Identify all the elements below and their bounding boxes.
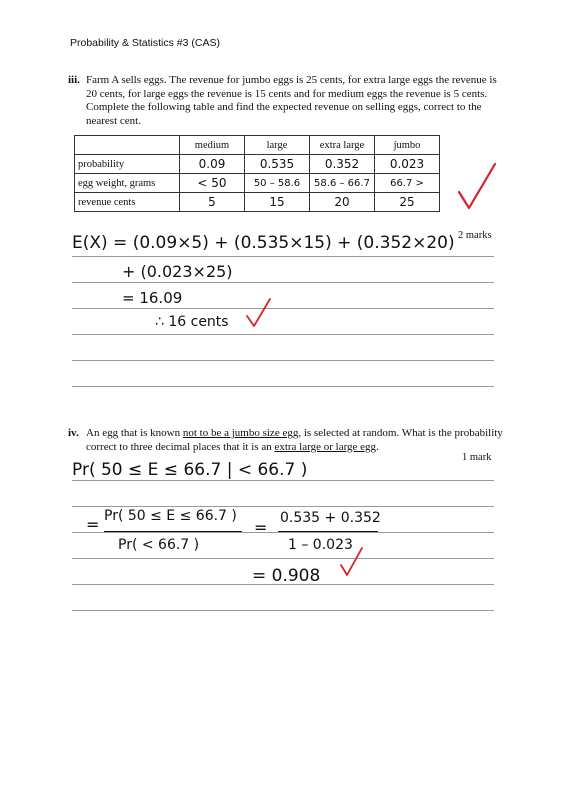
table-cell: 0.535 (245, 155, 310, 174)
working-fraction-denominator: 1 – 0.023 (288, 537, 353, 553)
table-header-row (75, 136, 440, 155)
ruled-line (72, 334, 494, 335)
table-cell: 0.352 (310, 155, 375, 174)
working-fraction-numerator: 0.535 + 0.352 (280, 510, 381, 526)
table-column-header: extra large (310, 136, 375, 155)
ruled-line (72, 506, 494, 507)
page-header: Probability & Statistics #3 (CAS) (70, 37, 220, 49)
working-fraction-numerator: Pr( 50 ≤ E ≤ 66.7 ) (104, 508, 237, 524)
question-4-underlined-phrase: extra large or large egg (274, 440, 377, 453)
table-column-header: large (245, 136, 310, 155)
question-3-marks: 2 marks (458, 230, 492, 241)
table-column-header: medium (180, 136, 245, 155)
ruled-line (72, 610, 494, 611)
table-column-header: jumbo (375, 136, 440, 155)
table-row-label: egg weight, grams (75, 174, 180, 193)
table-tick-mark (455, 160, 500, 215)
ruled-line (72, 480, 494, 481)
fraction-bar (104, 531, 242, 532)
question-4-text-part: , is selected at random. What is the probability correct to three decimal places that it is an (86, 427, 503, 453)
working-equals-sign: = (254, 518, 268, 537)
ruled-line (72, 360, 494, 361)
working-final-answer: = 0.908 (252, 566, 321, 586)
question-4-text-part: . (376, 440, 379, 453)
answer-tick-mark (244, 296, 274, 330)
table-cell: 58.6 – 66.7 (310, 174, 375, 193)
question-4-text-part: An egg that is known (86, 427, 183, 439)
table-cell: 25 (375, 193, 440, 212)
question-4-underlined-phrase: not to be a jumbo size egg (182, 427, 299, 439)
table-row-label: probability (75, 155, 180, 174)
egg-table (74, 135, 440, 212)
ruled-line (72, 308, 494, 309)
working-conditional-probability: Pr( 50 ≤ E ≤ 66.7 | < 66.7 ) (72, 460, 308, 480)
working-line-result: = 16.09 (122, 289, 183, 307)
table-cell: 15 (245, 193, 310, 212)
question-3-label: iii. (68, 74, 80, 86)
table-corner (75, 136, 180, 155)
fraction-bar (278, 531, 378, 532)
question-3-text: Farm A sells eggs. The revenue for jumbo eggs is 25 cents, for extra large eggs the revenue is 20 cents, for large eggs the revenue is 15 cents and for medium eggs the revenue is 5 cents. Complete the following table and find the expected revenue on selling eggs, correct to the nearest cent. (86, 74, 497, 127)
table-row-label: revenue cents (75, 193, 180, 212)
ruled-line (72, 386, 494, 387)
final-answer-tick-mark (338, 545, 366, 579)
table-row (75, 174, 440, 193)
question-4-label: iv. (68, 427, 79, 439)
question-4-marks: 1 mark (462, 452, 492, 463)
ruled-line (72, 558, 494, 559)
ruled-line (72, 532, 494, 533)
working-line-answer: ∴ 16 cents (155, 314, 229, 330)
working-equals-sign: = (86, 515, 100, 534)
working-fraction-denominator: Pr( < 66.7 ) (118, 537, 200, 553)
table-cell: 0.023 (375, 155, 440, 174)
table-cell: 66.7 > (375, 174, 440, 193)
table-row (75, 193, 440, 212)
table-cell: 20 (310, 193, 375, 212)
working-line-continuation: + (0.023×25) (122, 262, 233, 281)
table-cell: 50 – 58.6 (245, 174, 310, 193)
question-4-text (86, 427, 506, 454)
ruled-line (72, 256, 494, 257)
table-cell: 5 (180, 193, 245, 212)
table-cell: < 50 (180, 174, 245, 193)
table-row (75, 155, 440, 174)
table-cell: 0.09 (180, 155, 245, 174)
ruled-line (72, 282, 494, 283)
working-line-expectation: E(X) = (0.09×5) + (0.535×15) + (0.352×20) (72, 233, 455, 253)
